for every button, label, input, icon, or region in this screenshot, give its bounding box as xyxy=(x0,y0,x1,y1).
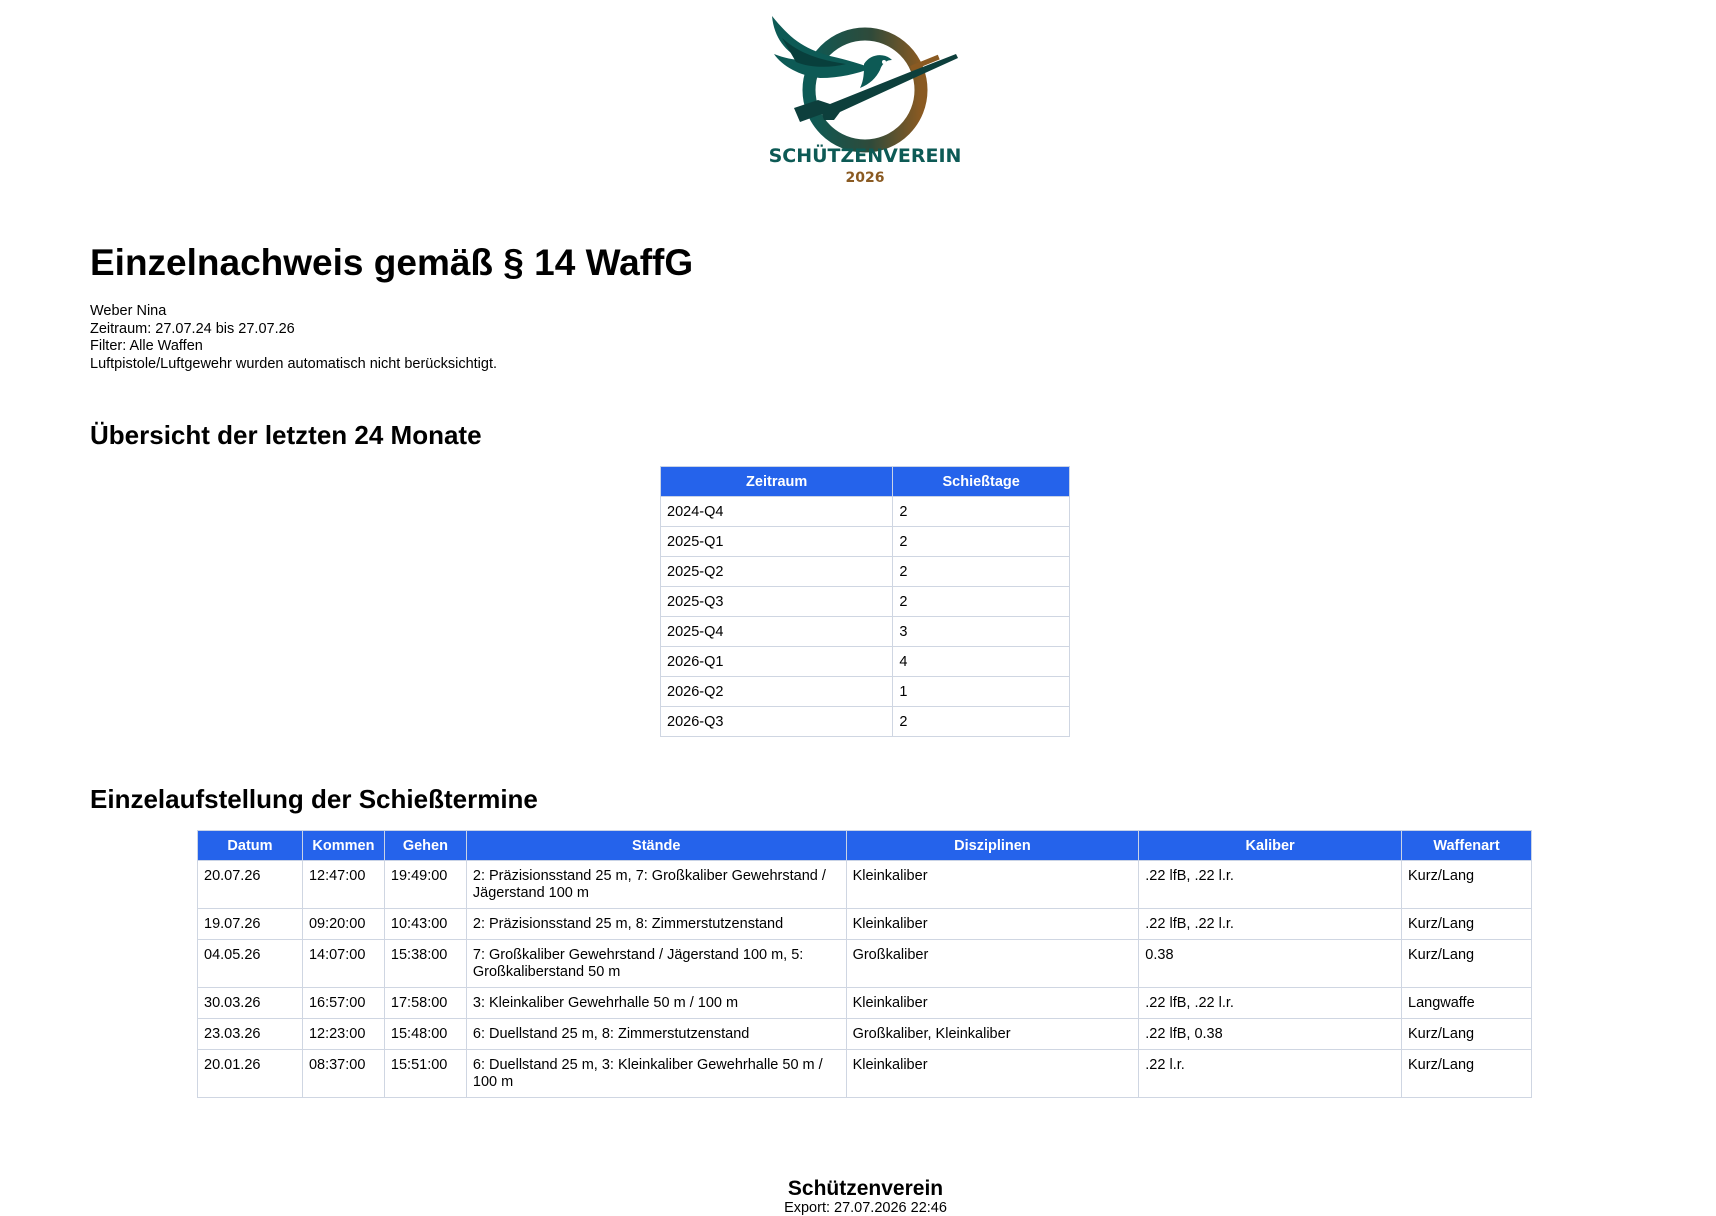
date-cell: 20.01.26 xyxy=(198,1050,303,1098)
period-text: Zeitraum: 27.07.24 bis 27.07.26 xyxy=(90,320,295,337)
quarter-cell: 2026-Q2 xyxy=(661,677,893,707)
date-cell: 20.07.26 xyxy=(198,861,303,909)
ranges-cell: 2: Präzisionsstand 25 m, 7: Großkaliber Gewehrstand / Jägerstand 100 m xyxy=(466,861,846,909)
note-text: Luftpistole/Luftgewehr wurden automatisch nicht berücksichtigt. xyxy=(90,355,498,372)
weapon-type-cell: Kurz/Lang xyxy=(1402,1050,1532,1098)
overview-header-row xyxy=(661,467,1070,497)
disciplines-cell: Kleinkaliber xyxy=(846,1050,1139,1098)
member-name: Weber Nina xyxy=(90,303,167,319)
details-table xyxy=(197,830,1532,1098)
quarter-cell: 2026-Q1 xyxy=(661,647,893,677)
date-cell: 30.03.26 xyxy=(198,988,303,1019)
details-header-row xyxy=(198,831,1532,861)
eagle-rifle-emblem-icon xyxy=(760,8,970,193)
report-meta xyxy=(90,303,497,373)
arrival-cell: 12:23:00 xyxy=(302,1019,384,1050)
days-cell: 1 xyxy=(893,677,1070,707)
departure-cell: 19:49:00 xyxy=(384,861,466,909)
table-row xyxy=(198,1050,1532,1098)
weapon-type-cell: Kurz/Lang xyxy=(1402,940,1532,988)
footer-export-timestamp: Export: 27.07.2026 22:46 xyxy=(784,1200,947,1216)
arrival-cell: 09:20:00 xyxy=(302,909,384,940)
arrival-cell: 14:07:00 xyxy=(302,940,384,988)
column-header-kaliber: Kaliber xyxy=(1139,831,1402,861)
column-header-kommen: Kommen xyxy=(302,831,384,861)
details-heading: Einzelaufstellung der Schießtermine xyxy=(90,784,538,814)
column-header-schiesstage: Schießtage xyxy=(893,467,1070,497)
weapon-type-cell: Kurz/Lang xyxy=(1402,861,1532,909)
date-cell: 04.05.26 xyxy=(198,940,303,988)
table-row xyxy=(198,1019,1532,1050)
days-cell: 2 xyxy=(893,557,1070,587)
column-header-zeitraum: Zeitraum xyxy=(661,467,893,497)
quarter-cell: 2025-Q1 xyxy=(661,527,893,557)
table-row xyxy=(198,988,1532,1019)
ranges-cell: 6: Duellstand 25 m, 8: Zimmerstutzenstand xyxy=(466,1019,846,1050)
days-cell: 2 xyxy=(893,707,1070,737)
weapon-type-cell: Kurz/Lang xyxy=(1402,909,1532,940)
table-row xyxy=(198,940,1532,988)
ranges-cell: 2: Präzisionsstand 25 m, 8: Zimmerstutzenstand xyxy=(466,909,846,940)
column-header-staende: Stände xyxy=(466,831,846,861)
filter-text: Filter: Alle Waffen xyxy=(90,338,203,354)
disciplines-cell: Kleinkaliber xyxy=(846,909,1139,940)
days-cell: 2 xyxy=(893,587,1070,617)
departure-cell: 10:43:00 xyxy=(384,909,466,940)
table-row xyxy=(661,557,1070,587)
ranges-cell: 3: Kleinkaliber Gewehrhalle 50 m / 100 m xyxy=(466,988,846,1019)
departure-cell: 17:58:00 xyxy=(384,988,466,1019)
departure-cell: 15:38:00 xyxy=(384,940,466,988)
weapon-type-cell: Kurz/Lang xyxy=(1402,1019,1532,1050)
column-header-disziplinen: Disziplinen xyxy=(846,831,1139,861)
days-cell: 2 xyxy=(893,497,1070,527)
logo-year: 2026 xyxy=(845,170,885,186)
quarter-cell: 2024-Q4 xyxy=(661,497,893,527)
table-row xyxy=(661,677,1070,707)
disciplines-cell: Großkaliber, Kleinkaliber xyxy=(846,1019,1139,1050)
table-row xyxy=(198,909,1532,940)
caliber-cell: .22 lfB, .22 l.r. xyxy=(1139,861,1402,909)
caliber-cell: .22 lfB, .22 l.r. xyxy=(1139,988,1402,1019)
quarter-cell: 2025-Q2 xyxy=(661,557,893,587)
caliber-cell: .22 lfB, .22 l.r. xyxy=(1139,909,1402,940)
table-row xyxy=(661,527,1070,557)
logo-wordmark: SCHÜTZENVEREIN xyxy=(768,145,962,167)
date-cell: 23.03.26 xyxy=(198,1019,303,1050)
weapon-type-cell: Langwaffe xyxy=(1402,988,1532,1019)
date-cell: 19.07.26 xyxy=(198,909,303,940)
table-row xyxy=(661,617,1070,647)
club-logo xyxy=(760,8,970,193)
overview-table xyxy=(660,466,1070,737)
table-row xyxy=(661,497,1070,527)
disciplines-cell: Großkaliber xyxy=(846,940,1139,988)
column-header-datum: Datum xyxy=(198,831,303,861)
departure-cell: 15:48:00 xyxy=(384,1019,466,1050)
departure-cell: 15:51:00 xyxy=(384,1050,466,1098)
caliber-cell: .22 l.r. xyxy=(1139,1050,1402,1098)
days-cell: 4 xyxy=(893,647,1070,677)
overview-heading: Übersicht der letzten 24 Monate xyxy=(90,420,482,450)
table-row xyxy=(198,861,1532,909)
column-header-waffenart: Waffenart xyxy=(1402,831,1532,861)
caliber-cell: 0.38 xyxy=(1139,940,1402,988)
quarter-cell: 2025-Q4 xyxy=(661,617,893,647)
arrival-cell: 12:47:00 xyxy=(302,861,384,909)
column-header-gehen: Gehen xyxy=(384,831,466,861)
disciplines-cell: Kleinkaliber xyxy=(846,861,1139,909)
quarter-cell: 2025-Q3 xyxy=(661,587,893,617)
page-title: Einzelnachweis gemäß § 14 WaffG xyxy=(90,242,694,283)
ranges-cell: 6: Duellstand 25 m, 3: Kleinkaliber Gewehrhalle 50 m / 100 m xyxy=(466,1050,846,1098)
quarter-cell: 2026-Q3 xyxy=(661,707,893,737)
arrival-cell: 16:57:00 xyxy=(302,988,384,1019)
table-row xyxy=(661,707,1070,737)
days-cell: 2 xyxy=(893,527,1070,557)
footer-club-name: Schützenverein xyxy=(787,1177,944,1200)
days-cell: 3 xyxy=(893,617,1070,647)
disciplines-cell: Kleinkaliber xyxy=(846,988,1139,1019)
table-row xyxy=(661,587,1070,617)
table-row xyxy=(661,647,1070,677)
caliber-cell: .22 lfB, 0.38 xyxy=(1139,1019,1402,1050)
arrival-cell: 08:37:00 xyxy=(302,1050,384,1098)
ranges-cell: 7: Großkaliber Gewehrstand / Jägerstand 100 m, 5: Großkaliberstand 50 m xyxy=(466,940,846,988)
